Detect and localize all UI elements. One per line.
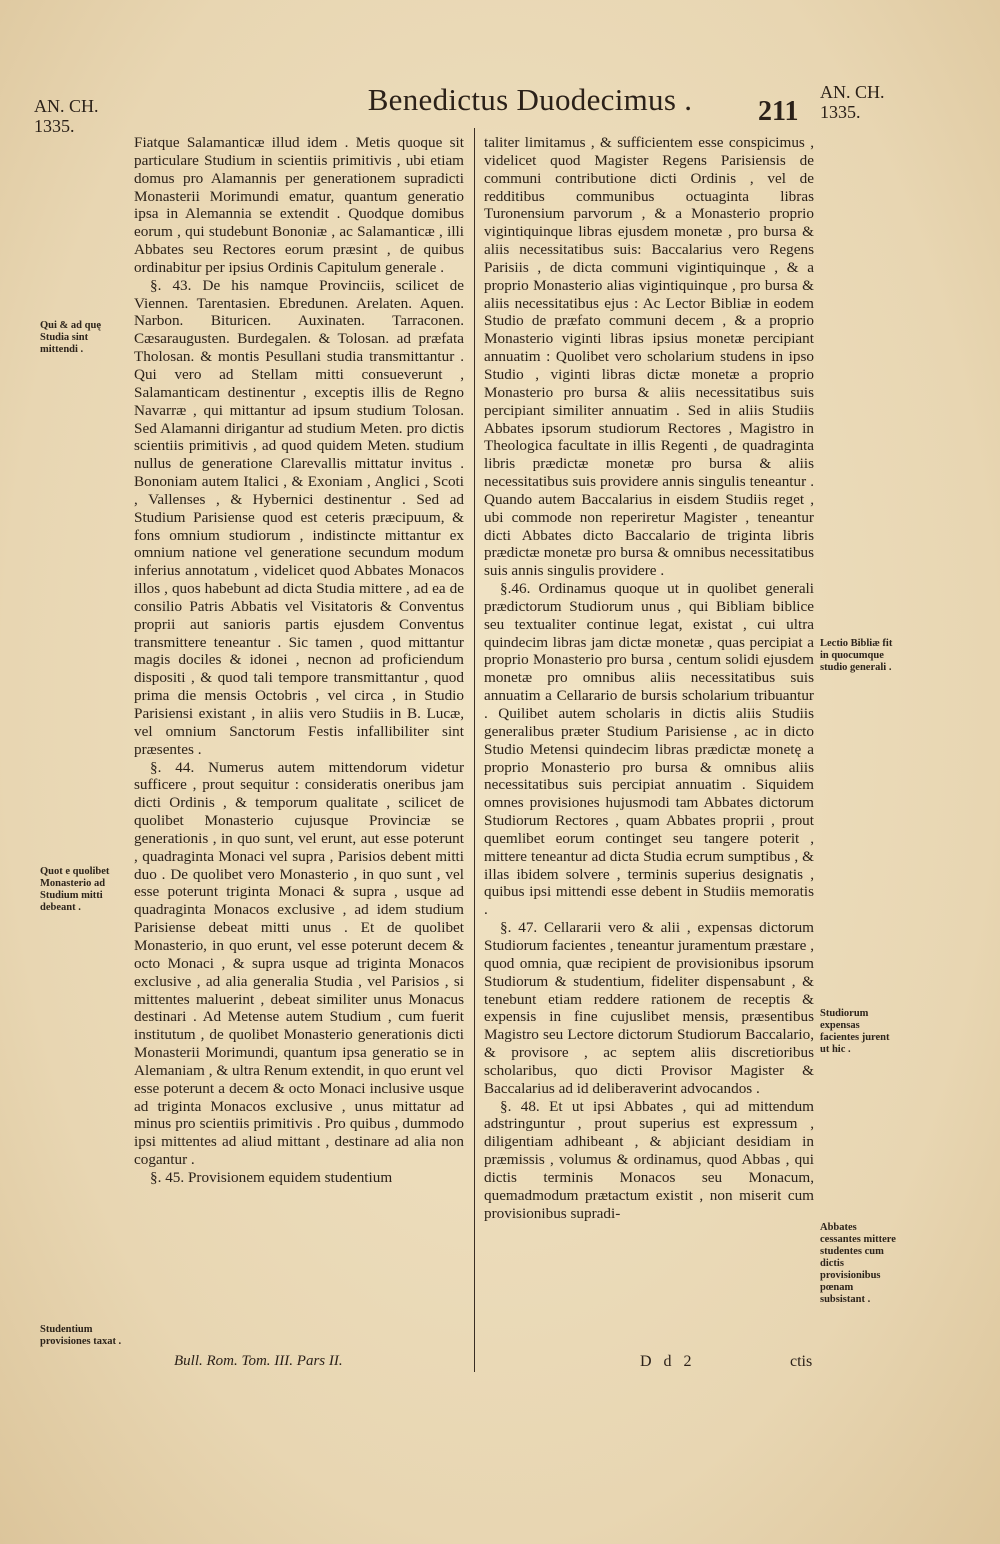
paragraph: §. 43. De his namque Provinciis, scilicet de Viennen. Tarentasien. Ebredunen. Arelaten. Aquen. Narbon. Bituricen. Auxinaten. Tarraconen. Cæsaraugusten. Burdegalen. & Tolosan. ad præfata Tholosan. & montis Pesullani studia transmittantur . Qui vero ad Stellam mitti consueverunt , Salamanticam destinentur , exceptis illis de Regno Navarræ , qui mittantur ad ipsum studium Tolosan. Sed Alamanni dirigantur ad studium Meten. pro dictis scientiis primitivis , ad quod quidem Meten. studium nullus de generatione Clarevallis mittatur invitus . Bononiam autem Italici , & Exoniam , Anglici , Scoti , Vallenses , & Hybernici destinentur . Sed ad Studium Parisiense quod est ceteris præcipuum, & fons omnium studiorum , indistincte mittantur ex omnium natione vel generatione secundum modum inferius annotatum , videlicet quod Abbates Monacos illos , quos habebunt ad dicta Studia mittere , ad ea de consilio Patris Abbatis vel Visitatoris & Conventus proprii aut sanioris partis ejusdem Conventus transmittere teneantur . Sic tamen , quod mittantur magis dociles & idonei , necnon ad proficiendum dispositi , & quod tali tempore transmittantur , quod prima die mensis Octobris , vel circa , in Studio Parisiensi existant , in aliis vero Studiis in B. Lucæ, vel omnium Sanctorum Festis infallibiliter sint præsentes . — [134, 276, 464, 758]
year-value: 1335. — [34, 116, 75, 136]
paragraph: §. 44. Numerus autem mittendorum videtur sufficere , prout sequitur : consideratis oneribus jam dicti Ordinis , & temporum qualitate , scilicet de quolibet Monasterio cujusque Provinciæ se generationis , in quo sunt, vel erunt, aut esse poterunt , quadraginta Monaci vel supra , Parisios debent mitti duo . De quolibet vero Monasterio , in quo sunt , vel esse poterunt triginta Monaci & supra , usque ad quadraginta Monacos exclusive , ad idem studium Parisiense debeat mitti unus . Et de quolibet Monasterio, in quo erunt, vel esse poterunt decem & octo Monaci , & supra usque ad triginta Monacos exclusive , ad alia generalia Studia , vel Parisios , si mittentes maluerint , debeat similiter unus Monacus destinari . Ad Metense autem Studium , cum fuerit institutum , de quolibet Monasterio generationis dicti Monasterii Morimundi, quantum ipsa generatio se in Alemaniam , & ultra Renum extendit, in quo erunt vel esse poterunt a decem & octo Monaci inclusive usque ad triginta Monacos exclusive , unus mittatur ad minus pro scientiis primitivis . Pro quibus , dummodo ipsi mittentes ad aliud mittant , destinare ad alia non cogantur . — [134, 758, 464, 1169]
paragraph: Fiatque Salamanticæ illud idem . Metis quoque sit particulare Studium in scientiis primitivis , ubi etiam domus pro Alamannis per generationem supradicti Monasterii Morimundi ematur, quantum generatio ipsa in Alemannia se extendit . Quodque domibus eorum , qui studebunt Bononiæ , ac Salamanticæ , illi Abbates seu Rectores eorum præsint , de quibus ordinabitur per ipsius Ordinis Capitulum generale . — [134, 134, 464, 276]
margin-note-left: Qui & ad quę Studia sint mittendi . — [40, 320, 101, 355]
column-divider — [474, 128, 475, 1372]
year-label: AN. CH. — [34, 96, 99, 116]
year-label: AN. CH. — [820, 82, 885, 102]
margin-note-right: Lectio Bibliæ fit in quocumque studio generali . — [820, 638, 893, 673]
year-value: 1335. — [820, 102, 861, 122]
gathering-mark: D d 2 — [640, 1353, 696, 1370]
year-header-right — [820, 82, 885, 122]
paragraph: §. 45. Provisionem equidem studentium — [150, 1168, 393, 1186]
page-number: 211 — [758, 96, 799, 127]
running-title: Benedictus Duodecimus . — [367, 82, 693, 117]
paragraph: §. 48. Et ut ipsi Abbates , qui ad mittendum adstringuntur , prout superius est expressum , diligentiam adhibeant , & abjiciant desidiam in præmissis , volumus & ordinamus, quod Abbas , qui dictis terminis Monacos seu Monacum, quemadmodum prætactum existit , non miserit cum provisionibus supradi- — [484, 1097, 814, 1222]
margin-note-left: Studentium provisiones taxat . — [40, 1324, 122, 1347]
left-text-column — [134, 134, 464, 1187]
paragraph: §. 47. Cellararii vero & alii , expensas dictorum Studiorum facientes , teneantur juramentum præstare , quod omnia, quæ recipient de provisionibus ipsorum Studiorum & studentium, fideliter dispensabunt , & tenebunt etiam reddere rationem de receptis & expensis in fine cujuslibet mensis, præsentibus Magistro seu Lectore dictorum Studiorum Baccalario, & provisore , ac septem aliis discretioribus scholaribus, quo dicti Provisor Magister & Baccalarius ad id deliberaverint advocandos . — [484, 919, 814, 1097]
year-header-left — [34, 96, 99, 136]
right-text-column — [484, 134, 814, 1222]
signature-line: Bull. Rom. Tom. III. Pars II. — [174, 1353, 343, 1369]
catchword: ctis — [790, 1353, 813, 1370]
paragraph: §.46. Ordinamus quoque ut in quolibet generali prædictorum Studiorum unus , qui Bibliam biblice seu textualiter continue legat, existat , cui ultra quindecim libras jam dictæ monetæ , quas percipiat a proprio Monasterio pro bursa , centum solidi ejusdem monetæ pro omnibus aliis necessitatibus suis annuatim a Cellarario de bursis scholarium tribuantur . Quilibet autem scholaris in dictis aliis Studiis generalibus præter Studium Parisiense , ac in dicto Studio Metensi quindecim libras prædictæ monetę a proprio Monasterio pro bursa & omnibus aliis necessitatibus suis percipiat annuatim . Siquidem omnes provisiones hujusmodi tam Abbates dictorum Studiorum Rectores , quam Abbates proprii , prout quemlibet eorum continget seu tangere poterit , mittere teneantur ad dicta Studia ecrum sumptibus , & illas ibidem solvere , terminis superius designatis , quibus ipsi mittendi esse debent in Studiis memoratis . — [484, 580, 814, 919]
margin-note-right: Studiorum expensas facientes jurent ut hic . — [820, 1008, 890, 1055]
margin-note-right: Abbates cessantes mittere studentes cum dictis provisionibus pœnam subsistant . — [820, 1222, 896, 1305]
margin-note-left: Quot e quolibet Monasterio ad Studium mitti debeant . — [40, 866, 110, 913]
paragraph: taliter limitamus , & sufficientem esse conspicimus , videlicet quod Magister Regens Parisiensis de communi contributione dicti Ordinis , vel de redditibus communibus octuaginta libras Turonensium parvorum , & a Monasterio proprio vigintiquinque libras ejusdem monetæ , pro bursa & aliis necessitatibus suis: Baccalarius vero Regens Parisiis , de dicta communi vigintiquinque , & a proprio Monasterio alias vigintiquinque , pro bursa & aliis necessitatibus ejus : Ac Lector Bibliæ in eodem Studio de præfato communi decem , & a proprio Monasterio viginti libras ipsius monetæ percipiant annuatim : Quolibet vero scholarium studens in ipso Studio , viginti libras dictæ monetæ a proprio Monasterio pro bursa & aliis necessitatibus suis percipiant similiter annuatim . Sed in aliis Studiis Abbates ipsorum studiorum Rectores , Magistro in Theologica facultate in illis Regenti , de quadraginta libris prædictæ monetæ pro bursa & aliis necessitatibus suis providere annis singulis teneantur . Quando autem Baccalarius in eisdem Studiis reget , ubi commode non reperiretur Magister , teneantur dicti Abbates dicto Baccalario de triginta libris prædictæ monetæ pro bursa & omnibus necessitatibus suis annis singulis providere . — [484, 134, 814, 580]
